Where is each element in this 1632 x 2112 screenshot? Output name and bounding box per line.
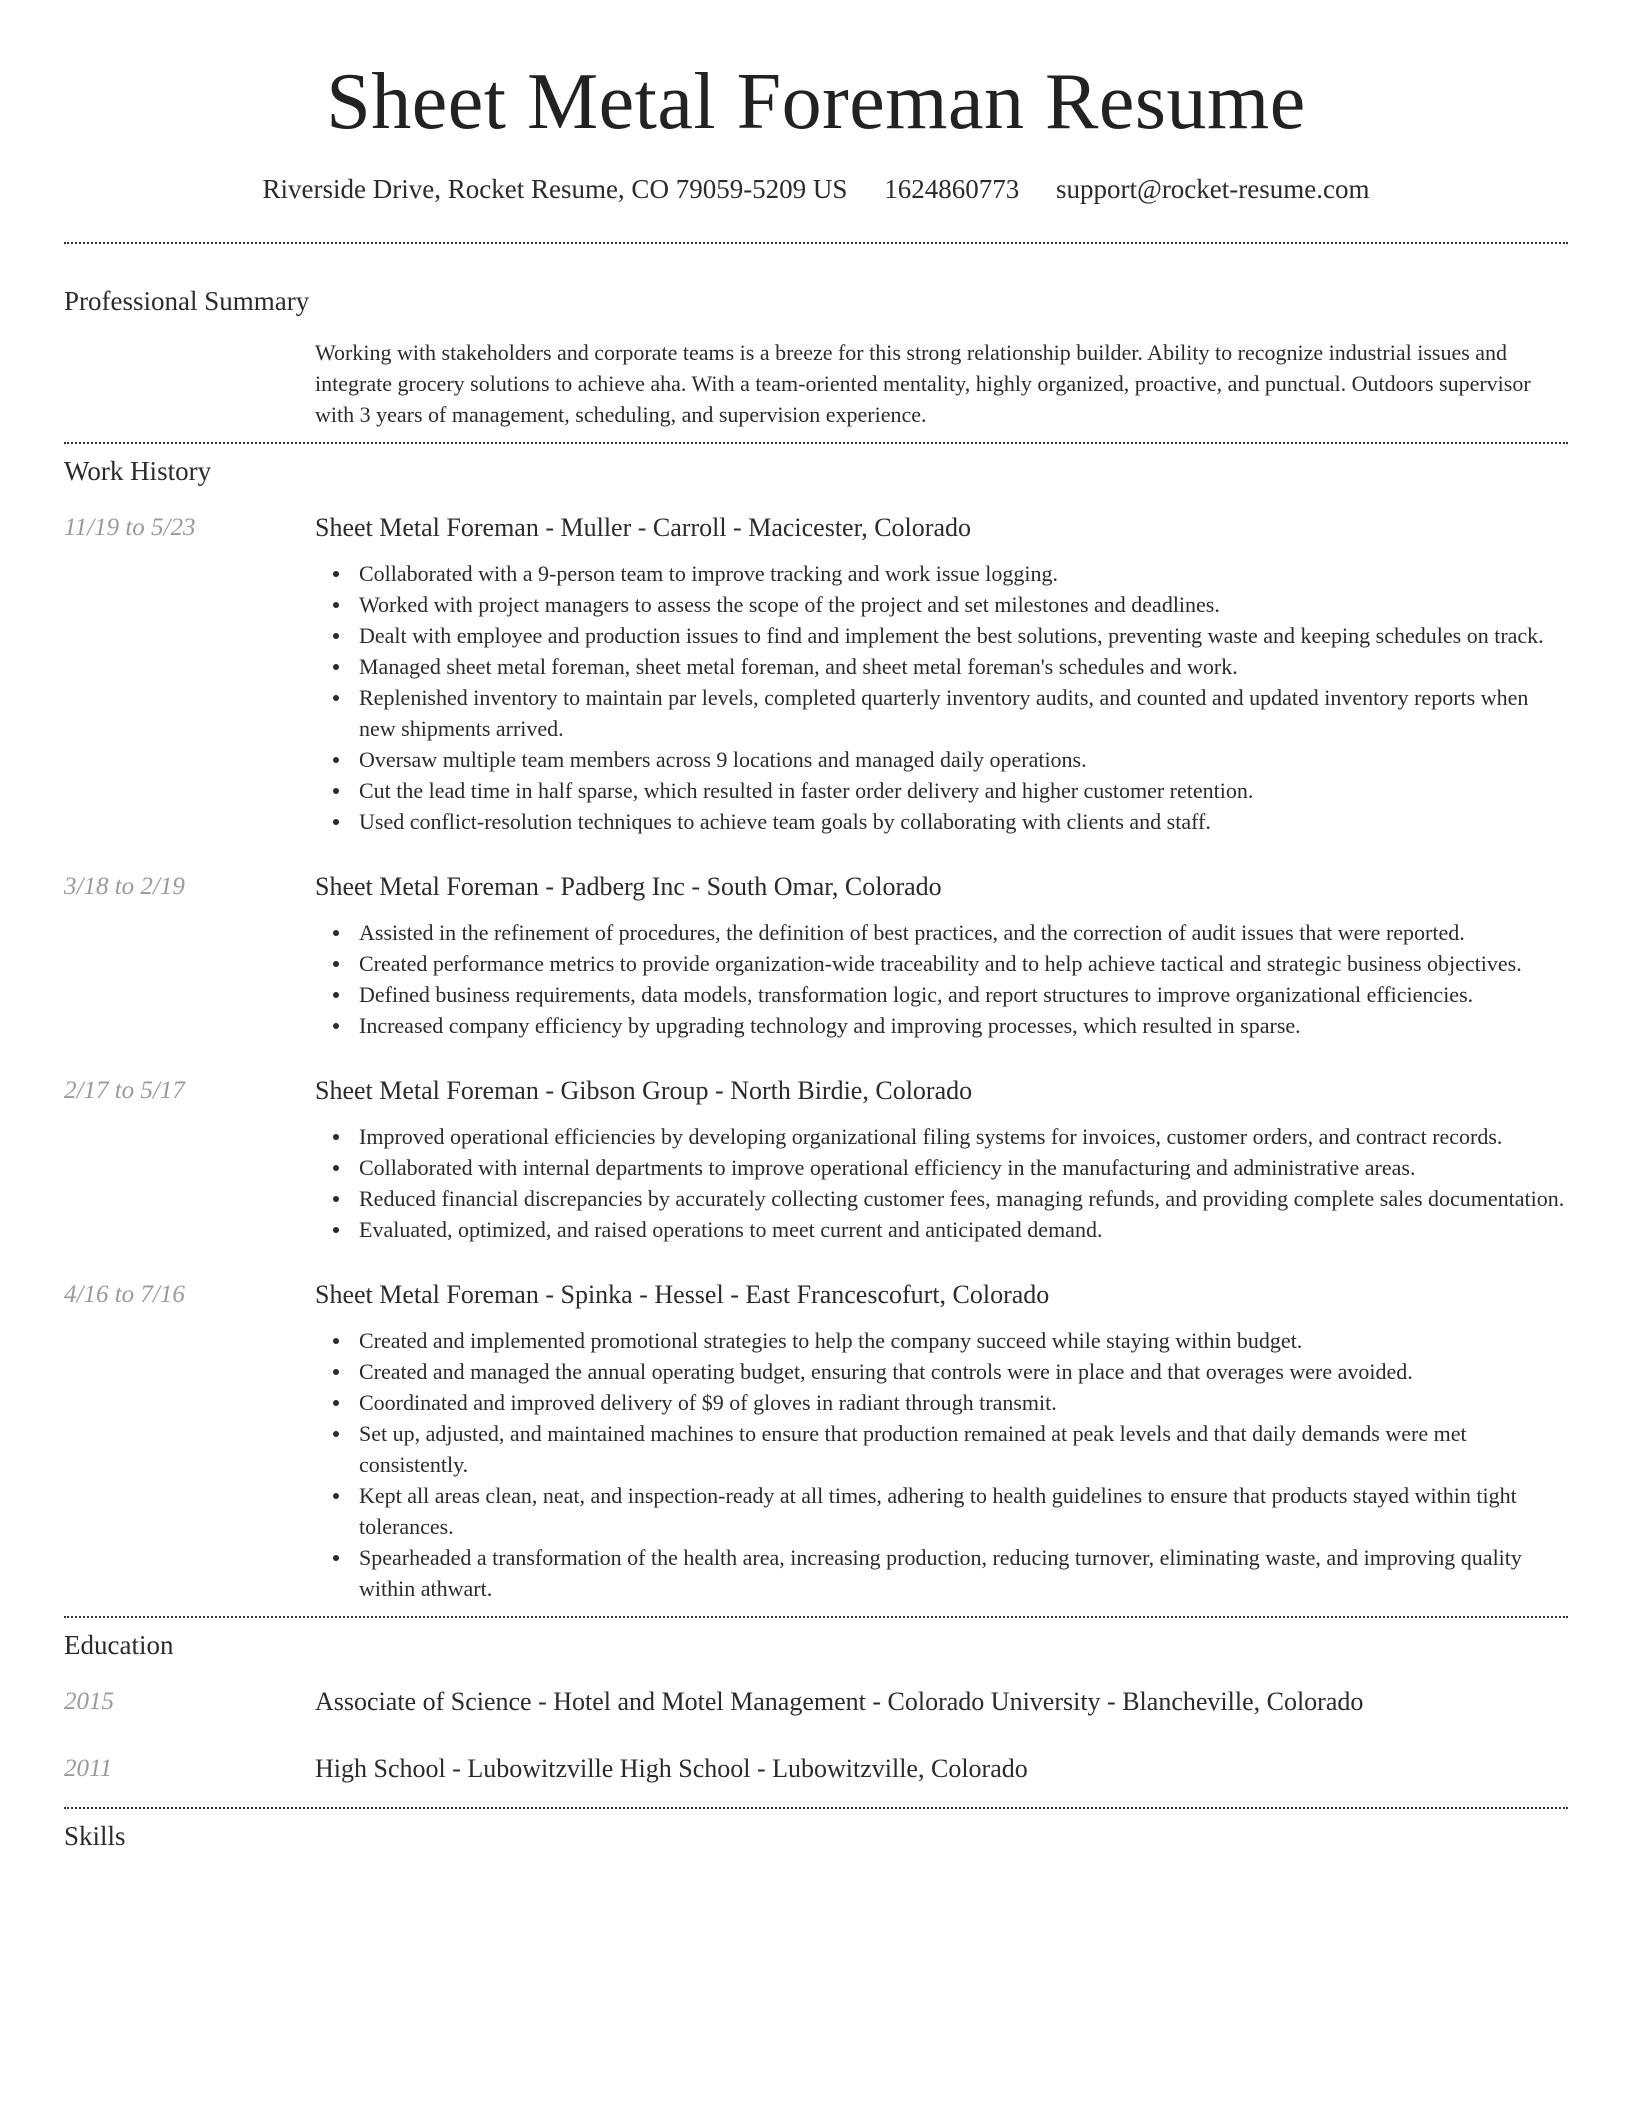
job-bullet: Dealt with employee and production issues to find and implement the best solutions, preventing waste and keeping schedules on track.	[359, 620, 1568, 651]
education-entry	[64, 1686, 1568, 1718]
job-dates: 2/17 to 5/17	[64, 1077, 185, 1104]
job-bullet: Cut the lead time in half sparse, which resulted in faster order delivery and higher customer retention.	[359, 775, 1568, 806]
contact-phone: 1624860773	[884, 174, 1020, 204]
job-bullets	[64, 917, 1568, 1041]
section-divider	[64, 442, 1568, 444]
job-bullet: Reduced financial discrepancies by accurately collecting customer fees, managing refunds, and providing complete sales documentation.	[359, 1183, 1568, 1214]
job-dates: 4/16 to 7/16	[64, 1281, 185, 1308]
job-bullet: Created and implemented promotional strategies to help the company succeed while staying within budget.	[359, 1325, 1568, 1356]
job-title: Sheet Metal Foreman - Muller - Carroll - Macicester, Colorado	[315, 513, 971, 542]
job-bullet: Oversaw multiple team members across 9 locations and managed daily operations.	[359, 744, 1568, 775]
job-bullets	[64, 558, 1568, 837]
job-bullet: Kept all areas clean, neat, and inspection-ready at all times, adhering to health guidelines to ensure that products stayed within tight tolerances.	[359, 1480, 1568, 1542]
job-bullet: Increased company efficiency by upgrading technology and improving processes, which resulted in sparse.	[359, 1010, 1568, 1041]
job-bullet: Spearheaded a transformation of the health area, increasing production, reducing turnover, eliminating waste, and improving quality within athwart.	[359, 1542, 1568, 1604]
skills-section	[64, 1819, 1568, 1853]
job-bullet: Defined business requirements, data models, transformation logic, and report structures to improve organizational efficiencies.	[359, 979, 1568, 1010]
summary-section	[64, 284, 1568, 430]
education-text: High School - Lubowitzville High School - Lubowitzville, Colorado	[315, 1754, 1028, 1783]
job-bullet: Evaluated, optimized, and raised operations to meet current and anticipated demand.	[359, 1214, 1568, 1245]
job-bullet: Created and managed the annual operating budget, ensuring that controls were in place and that overages were avoided.	[359, 1356, 1568, 1387]
skills-heading: Skills	[64, 1821, 126, 1851]
job-bullet: Replenished inventory to maintain par levels, completed quarterly inventory audits, and counted and updated inventory reports when new shipments arrived.	[359, 682, 1568, 744]
job-bullet: Assisted in the refinement of procedures, the definition of best practices, and the correction of audit issues that were reported.	[359, 917, 1568, 948]
contact-line	[64, 172, 1568, 206]
job-title: Sheet Metal Foreman - Spinka - Hessel - East Francescofurt, Colorado	[315, 1280, 1050, 1309]
section-divider	[64, 242, 1568, 244]
education-text: Associate of Science - Hotel and Motel Management - Colorado University - Blancheville, Colorado	[315, 1687, 1364, 1716]
job-bullets	[64, 1121, 1568, 1245]
job-entry	[64, 871, 1568, 1041]
education-section	[64, 1628, 1568, 1785]
work-history-heading: Work History	[64, 456, 212, 486]
job-bullet: Used conflict-resolution techniques to achieve team goals by collaborating with clients and staff.	[359, 806, 1568, 837]
resume-title: Sheet Metal Foreman Resume	[326, 58, 1306, 146]
work-history-section	[64, 454, 1568, 1604]
job-bullet: Collaborated with internal departments to improve operational efficiency in the manufacturing and administrative areas.	[359, 1152, 1568, 1183]
job-entry	[64, 1279, 1568, 1604]
job-bullet: Worked with project managers to assess the scope of the project and set milestones and deadlines.	[359, 589, 1568, 620]
job-title: Sheet Metal Foreman - Gibson Group - North Birdie, Colorado	[315, 1076, 973, 1105]
job-bullets	[64, 1325, 1568, 1604]
education-entry	[64, 1753, 1568, 1785]
job-entry	[64, 1075, 1568, 1245]
education-year: 2015	[64, 1688, 114, 1715]
job-bullet: Coordinated and improved delivery of $9 of gloves in radiant through transmit.	[359, 1387, 1568, 1418]
summary-heading: Professional Summary	[64, 286, 310, 316]
contact-email: support@rocket-resume.com	[1055, 174, 1370, 204]
job-bullet: Set up, adjusted, and maintained machines to ensure that production remained at peak levels and that daily demands were met consistently.	[359, 1418, 1568, 1480]
section-divider	[64, 1616, 1568, 1618]
job-bullet: Collaborated with a 9-person team to improve tracking and work issue logging.	[359, 558, 1568, 589]
job-bullet: Improved operational efficiencies by developing organizational filing systems for invoices, customer orders, and contract records.	[359, 1121, 1568, 1152]
job-dates: 3/18 to 2/19	[64, 873, 185, 900]
job-bullet: Created performance metrics to provide organization-wide traceability and to help achieve tactical and strategic business objectives.	[359, 948, 1568, 979]
job-dates: 11/19 to 5/23	[64, 514, 196, 541]
contact-address: Riverside Drive, Rocket Resume, CO 79059-5209 US	[262, 174, 848, 204]
summary-text: Working with stakeholders and corporate teams is a breeze for this strong relationship builder. Ability to recognize industrial issues and integrate grocery solutions to achieve aha. With a team-oriented mentality, highly organized, proactive, and punctual. Outdoors supervisor with 3 years of management, scheduling, and supervision experience.	[315, 340, 1531, 427]
education-heading: Education	[64, 1630, 174, 1660]
job-title: Sheet Metal Foreman - Padberg Inc - South Omar, Colorado	[315, 872, 942, 901]
section-divider	[64, 1807, 1568, 1809]
job-bullet: Managed sheet metal foreman, sheet metal foreman, and sheet metal foreman's schedules and work.	[359, 651, 1568, 682]
resume-page	[64, 0, 1568, 1853]
education-year: 2011	[64, 1755, 113, 1782]
job-entry	[64, 512, 1568, 837]
